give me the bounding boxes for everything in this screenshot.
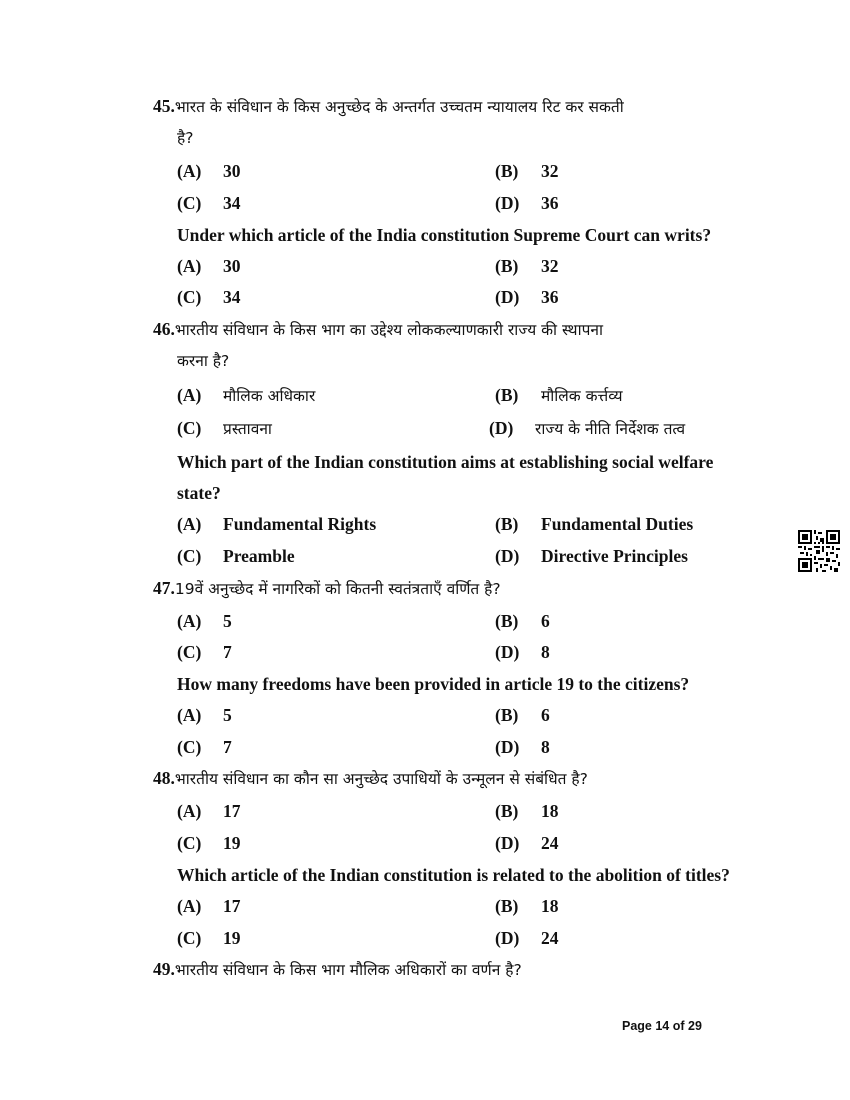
question-49-hindi: 49.भारतीय संविधान के किस भाग मौलिक अधिकारों का वर्णन है? [153, 959, 522, 979]
q45-hi-option-a: (A) 30 [177, 161, 241, 181]
q45-hi-option-d: (D) 36 [495, 193, 559, 213]
question-45-hindi: 45.भारत के संविधान के किस अनुच्छेद के अन्तर्गत उच्चतम न्यायालय रिट कर सकती [153, 96, 624, 116]
q46-en-option-a: (A) Fundamental Rights [177, 514, 377, 534]
q46-hi-option-b: (B) मौलिक कर्त्तव्य [495, 385, 623, 405]
q45-en-option-d: (D) 36 [495, 287, 559, 307]
q45-en-option-c: (C) 34 [177, 287, 241, 307]
q46-hi-option-c: (C) प्रस्तावना [177, 418, 272, 438]
q48-hi-option-b: (B) 18 [495, 801, 559, 821]
q47-en-option-b: (B) 6 [495, 705, 550, 725]
q47-hi-option-c: (C) 7 [177, 642, 232, 662]
q48-hi-option-a: (A) 17 [177, 801, 241, 821]
page-number: Page 14 of 29 [622, 1019, 702, 1033]
qr-code-icon [798, 530, 840, 572]
q45-hi-option-c: (C) 34 [177, 193, 241, 213]
question-45-english: Under which article of the India constitution Supreme Court can writs? [177, 225, 712, 245]
q48-en-option-c: (C) 19 [177, 928, 241, 948]
q48-hi-option-d: (D) 24 [495, 833, 559, 853]
question-47-hindi: 47.19वें अनुच्छेद में नागरिकों को कितनी स्वतंत्रताएँ वर्णित है? [153, 578, 501, 598]
q48-en-option-d: (D) 24 [495, 928, 559, 948]
question-48-hindi: 48.भारतीय संविधान का कौन सा अनुच्छेद उपाधियों के उन्मूलन से संबंधित है? [153, 768, 588, 788]
q45-en-option-b: (B) 32 [495, 256, 559, 276]
q45-en-option-a: (A) 30 [177, 256, 241, 276]
q46-hi-option-d: (D) राज्य के नीति निर्देशक तत्व [489, 418, 686, 438]
q47-hi-option-d: (D) 8 [495, 642, 550, 662]
question-45-hindi-cont: है? [177, 129, 194, 147]
q48-en-option-b: (B) 18 [495, 896, 559, 916]
q46-en-option-d: (D) Directive Principles [495, 546, 688, 566]
question-48-english: Which article of the Indian constitution is related to the abolition of titles? [177, 865, 730, 885]
question-46-hindi: 46.भारतीय संविधान के किस भाग का उद्देश्य लोककल्याणकारी राज्य की स्थापना [153, 319, 604, 339]
q47-en-option-a: (A) 5 [177, 705, 232, 725]
question-46-english-cont: state? [177, 483, 221, 503]
question-46-hindi-cont: करना है? [177, 352, 230, 370]
q48-en-option-a: (A) 17 [177, 896, 241, 916]
q45-hi-option-b: (B) 32 [495, 161, 559, 181]
q46-en-option-b: (B) Fundamental Duties [495, 514, 694, 534]
q47-hi-option-b: (B) 6 [495, 611, 550, 631]
q47-en-option-c: (C) 7 [177, 737, 232, 757]
q46-hi-option-a: (A) मौलिक अधिकार [177, 385, 316, 405]
question-47-english: How many freedoms have been provided in article 19 to the citizens? [177, 674, 690, 694]
q46-en-option-c: (C) Preamble [177, 546, 295, 566]
question-46-english: Which part of the Indian constitution aims at establishing social welfare [177, 452, 714, 472]
q47-hi-option-a: (A) 5 [177, 611, 232, 631]
q47-en-option-d: (D) 8 [495, 737, 550, 757]
q48-hi-option-c: (C) 19 [177, 833, 241, 853]
